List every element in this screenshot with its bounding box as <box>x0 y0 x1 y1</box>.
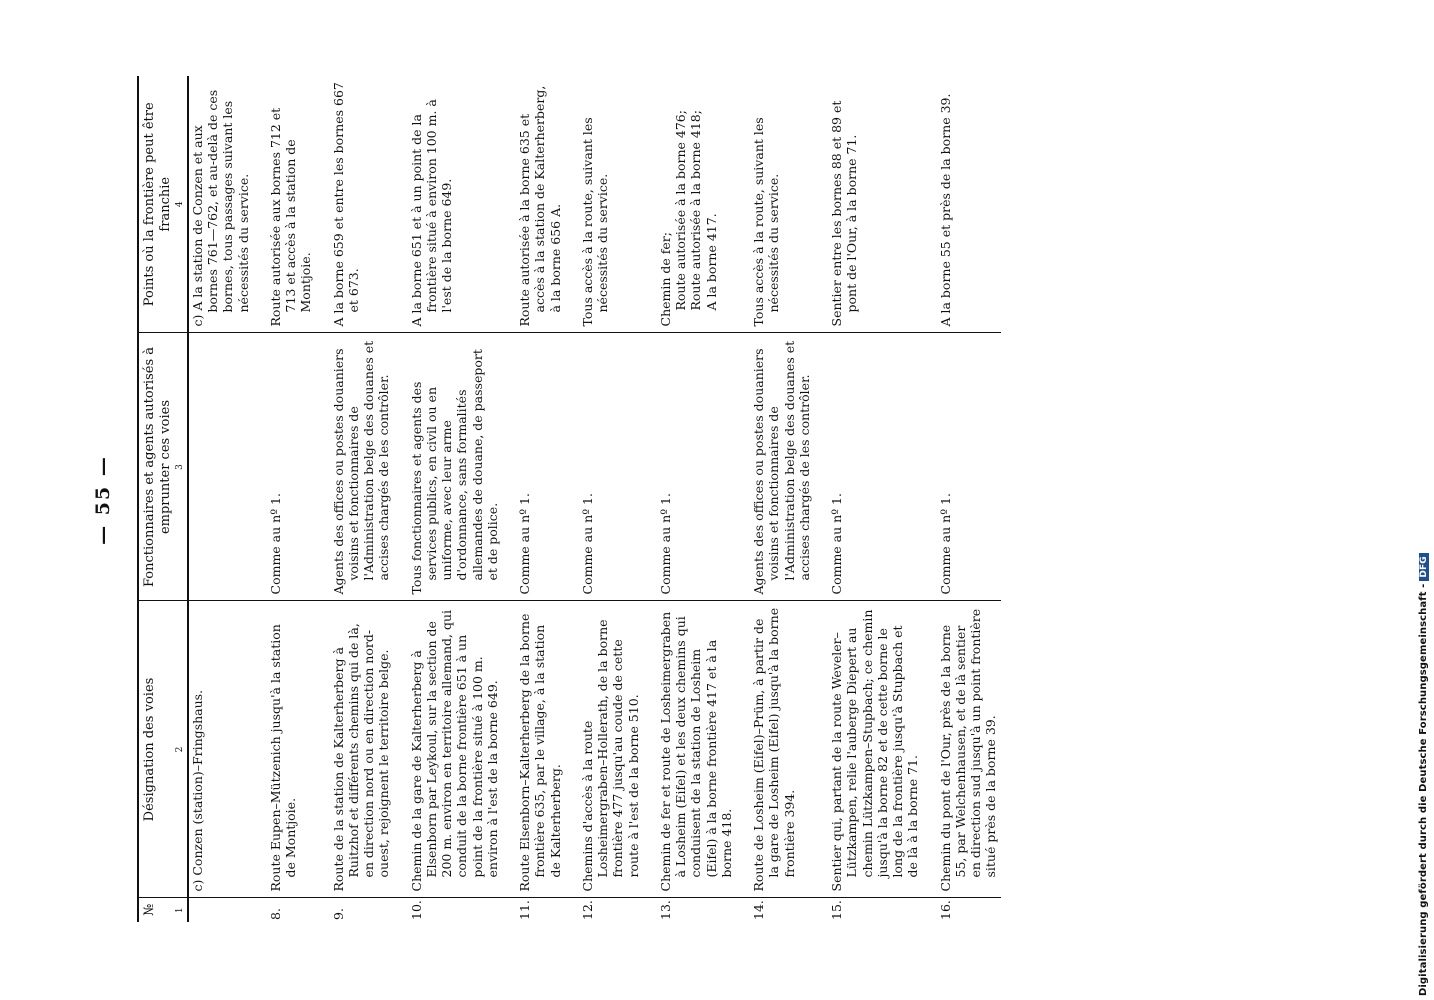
route-text: Chemin du pont de l'Our, près de la borne 55, par Welchenhausen, et de là sentier en direction sud jusqu'à un point frontière situé près de la borne 39. <box>937 608 999 892</box>
page-number: — 55 — <box>92 455 114 545</box>
column-number-4: 4 <box>175 76 188 333</box>
officials-text: Agents des offices ou postes douaniers voisins et fonctionnaires de l'Administration belge des douanes et accises chargés de les contrôler. <box>751 340 812 595</box>
route-designation <box>937 601 1001 898</box>
crossing-points <box>579 76 643 333</box>
crossing-text: A la borne 651 et à un point de la frontière situé à environ 100 m. à l'est de la borne 649. <box>408 99 455 327</box>
crossing-line: Route autorisée à la borne 418; <box>688 110 704 311</box>
officials-text: Tous fonctionnaires et agents des services publics, en civil ou en uniforme, avec leur arme d'ordonnance, sans formalités allemandes de douane, de passeport et de police. <box>408 349 500 595</box>
route-designation <box>408 601 503 898</box>
crossing-points <box>750 76 814 333</box>
crossing-text: A la borne 659 et entre les bornes 667 et 673. <box>330 82 361 327</box>
crossing-text: Tous accès à la route, suivant les nécessités du service. <box>751 117 782 327</box>
route-text: Sentier qui, partant de la route Weveler–Lützkampen, relie l'auberge Diepert au chemin Lützkampen–Stupbach; ce chemin jusqu'à la borne 82 et de cette borne le long de la frontière jusqu'à Stupbach et de là à la borne 71. <box>829 609 921 892</box>
row-number: 10. <box>408 900 424 920</box>
authorized-officials: Comme au nº 1. <box>657 333 736 601</box>
officials-text: Agents des offices ou postes douaniers voisins et fonctionnaires de l'Administration belge des douanes et accises chargés de les contrôler. <box>330 340 392 595</box>
crossing-text: Sentier entre les bornes 88 et 89 et pont de l'Our, à la borne 71. <box>829 100 860 327</box>
column-number-3: 3 <box>175 333 188 601</box>
crossing-text: Tous accès à la route, suivant les nécessités du service. <box>579 117 611 327</box>
crossing-line: Route autorisée à la borne 476; <box>673 110 689 311</box>
crossing-points <box>937 76 1001 333</box>
route-text: Route de Losheim (Eifel)–Prüm, à partir de la gare de Losheim (Eifel) jusqu'à la borne frontière 394. <box>751 607 797 892</box>
header-crossing-points: Points où la frontière peut être franchie <box>138 76 175 333</box>
header-officials: Fonctionnaires et agents autorisés à emprunter ces voies <box>138 333 175 601</box>
crossing-points <box>188 76 253 333</box>
row-number <box>188 898 253 922</box>
crossing-text: Route autorisée à la borne 635 et accès à la station de Kalterherberg, à la borne 656 A. <box>517 85 563 327</box>
table-row <box>408 76 503 922</box>
route-designation <box>330 601 394 898</box>
table-row <box>828 76 923 922</box>
crossing-points <box>657 76 736 333</box>
table-row <box>937 76 1001 922</box>
header-number: № <box>138 898 175 922</box>
table-row <box>516 76 565 922</box>
header-designation: Désignation des voies <box>138 601 175 898</box>
row-number: 14. <box>751 900 767 920</box>
table-row <box>188 76 253 922</box>
route-text: Route de la station de Kalterherberg à Ruitzhof et différents chemins qui de là, en direction nord ou en direction nord-ouest, rejoignent le territoire belge. <box>330 623 392 892</box>
route-text: c) Conzen (station)–Fringshaus. <box>189 689 205 892</box>
column-number-2: 2 <box>175 601 188 898</box>
crossing-points <box>330 76 394 333</box>
route-text: Chemins d'accès à la route Losheimergraben–Hollerath, de la borne frontière 477 jusqu'au coude de cette route à l'est de la borne 510. <box>579 619 641 892</box>
authorized-officials <box>408 333 503 601</box>
authorized-officials: Comme au nº 1. <box>579 333 643 601</box>
table-row <box>579 76 643 922</box>
crossing-points <box>267 76 316 333</box>
authorized-officials: Comme au nº 1. <box>937 333 1001 601</box>
column-number-row <box>175 76 188 922</box>
authorized-officials <box>750 333 814 601</box>
row-number: 13. <box>657 900 673 920</box>
route-text: Route Elsenborn–Kalterherberg de la borne frontière 635, par le village, à la station de Kalterherberg. <box>517 613 563 892</box>
route-designation <box>188 601 253 898</box>
route-designation <box>657 601 736 898</box>
route-designation <box>267 601 316 898</box>
header-row <box>138 76 175 922</box>
table-row <box>330 76 394 922</box>
authorized-officials: Comme au nº 1. <box>516 333 565 601</box>
crossing-line: Chemin de fer; <box>657 232 673 327</box>
table-row <box>750 76 814 922</box>
crossing-text: c) A la station de Conzen et aux bornes 761—762, et au-delà de ces bornes, tous passages suivant les nécessités du service. <box>189 89 251 327</box>
route-designation <box>828 601 923 898</box>
authorized-officials <box>188 333 253 601</box>
table-row <box>267 76 316 922</box>
row-number: 9. <box>330 908 346 920</box>
route-text: Chemin de fer et route de Losheimergraben à Losheim (Eifel) et les deux chemins qui conduisent de la station de Losheim (Eifel) à la borne frontière 417 et à la borne 418. <box>657 611 734 892</box>
route-designation <box>750 601 814 898</box>
dfg-logo: DFG <box>1419 553 1429 580</box>
crossing-text: Route autorisée aux bornes 712 et 713 et accès à la station de Montjoie. <box>267 107 314 327</box>
route-designation <box>516 601 565 898</box>
row-number: 8. <box>267 908 283 920</box>
crossing-points <box>828 76 923 333</box>
crossing-line: A la borne 417. <box>703 213 719 311</box>
crossing-points <box>516 76 565 333</box>
border-crossings-table <box>137 76 1001 922</box>
table-row <box>657 76 736 922</box>
crossing-text: A la borne 55 et près de la borne 39. <box>937 93 953 327</box>
row-number: 12. <box>579 900 595 920</box>
authorized-officials: Comme au nº 1. <box>828 333 923 601</box>
crossing-points <box>408 76 503 333</box>
route-text: Chemin de la gare de Kalterherberg à Elsenborn par Leykoul, sur la section de 200 m. environ en territoire allemand, qui conduit de la borne frontière 651 à un point de la frontière situé à 100 m. environ à l'est de la borne 649. <box>408 609 500 892</box>
column-number-1: 1 <box>175 898 188 922</box>
row-number: 15. <box>829 900 845 920</box>
authorized-officials: Comme au nº 1. <box>267 333 316 601</box>
route-designation <box>579 601 643 898</box>
digitization-text: Digitalisierung gefördert durch die Deutsche Forschungsgemeinschaft - <box>1418 583 1429 996</box>
row-number: 11. <box>517 900 533 920</box>
digitization-note <box>1418 0 1429 996</box>
authorized-officials <box>330 333 394 601</box>
route-text: Route Eupen–Mützenich jusqu'à la station de Montjoie. <box>267 624 299 892</box>
row-number: 16. <box>937 900 953 920</box>
